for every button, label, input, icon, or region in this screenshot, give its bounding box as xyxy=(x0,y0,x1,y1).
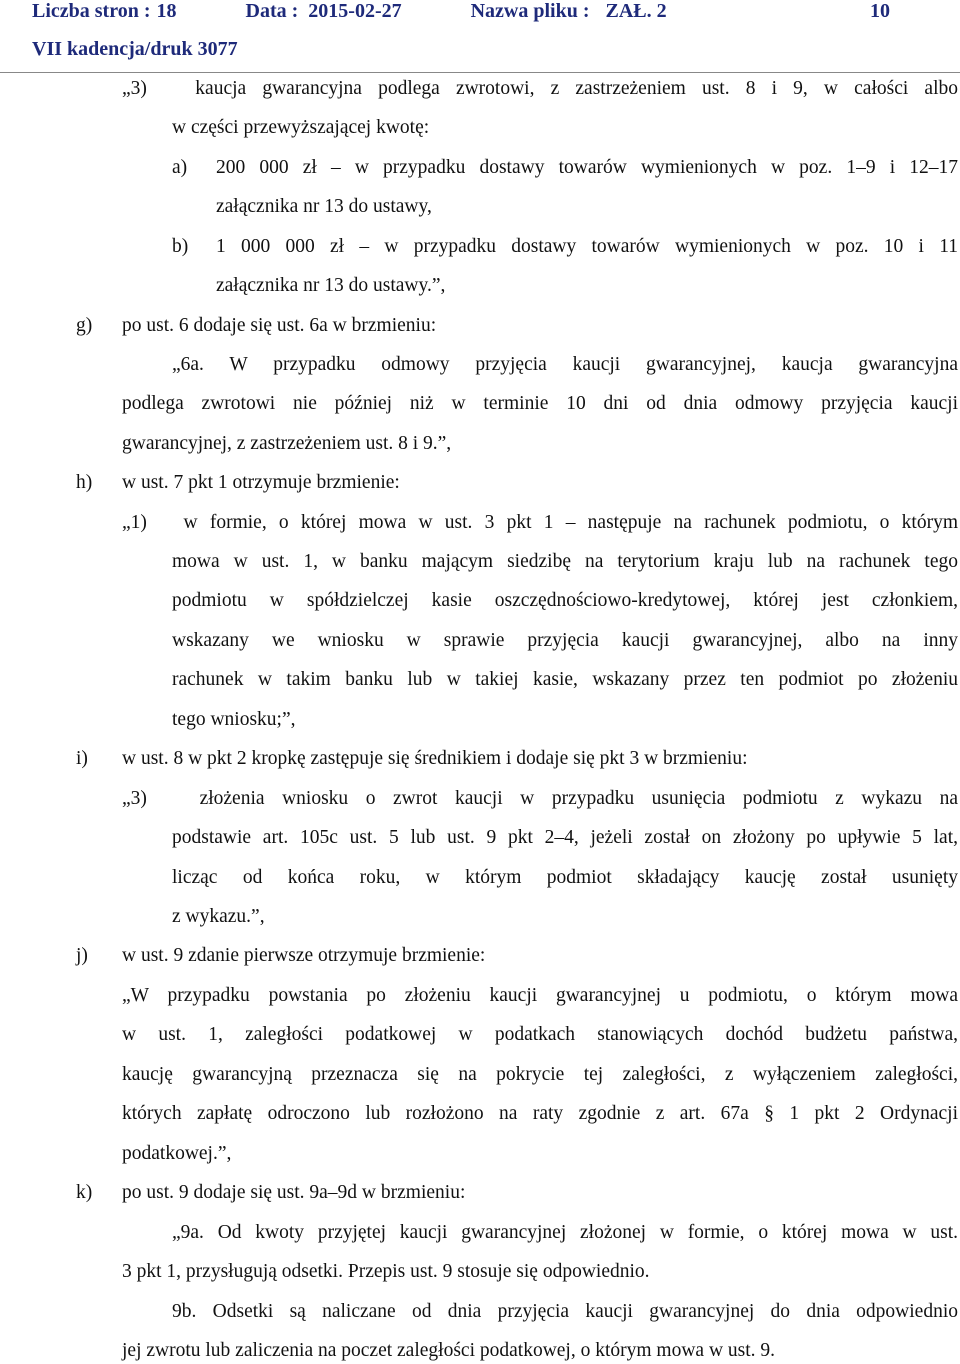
text-line: po ust. 9 dodaje się ust. 9a–9d w brzmieniu: xyxy=(122,1182,466,1203)
text-line: podstawie art. 105c ust. 5 lub ust. 9 pkt 2–4, jeżeli został on złożony po upływie 5 lat, xyxy=(172,827,958,848)
text-line: podmiotu w spółdzielczej kasie oszczędnościowo-kredytowej, której jest członkiem, xyxy=(172,590,958,611)
text-line: w ust. 9 zdanie pierwsze otrzymuje brzmienie: xyxy=(122,945,486,966)
list-label: b) xyxy=(172,236,189,257)
text-line: „6a. W przypadku odmowy przyjęcia kaucji gwarancyjnej, kaucja gwarancyjna xyxy=(172,354,958,375)
file-value: ZAŁ. 2 xyxy=(605,0,667,22)
text-line: w części przewyższającej kwotę: xyxy=(172,117,430,138)
date-value: 2015-02-27 xyxy=(308,0,402,22)
text-line: po ust. 6 dodaje się ust. 6a w brzmieniu: xyxy=(122,315,437,336)
text-line: mowa w ust. 1, w banku mającym siedzibę na terytorium kraju lub na rachunek tego xyxy=(172,551,958,572)
text-line: kaucję gwarancyjną przeznacza się na pokrycie tej zaległości, z wyłączeniem zaległości, xyxy=(122,1064,958,1085)
file-label: Nazwa pliku : xyxy=(470,0,590,22)
pages-value: 18 xyxy=(156,0,177,22)
text-line: „9a. Od kwoty przyjętej kaucji gwarancyjnej złożonej w formie, o której mowa w ust. xyxy=(172,1222,958,1243)
text-line: rachunek w takim banku lub w takiej kasie, wskazany przez ten podmiot po złożeniu xyxy=(172,669,958,690)
file-info xyxy=(471,0,699,22)
text-line: gwarancyjnej, z zastrzeżeniem ust. 8 i 9.”, xyxy=(122,433,452,454)
text-line: w ust. 8 w pkt 2 kropkę zastępuje się średnikiem i dodaje się pkt 3 w brzmieniu: xyxy=(122,748,748,769)
list-label: i) xyxy=(76,748,88,769)
text-line: 1 000 000 zł – w przypadku dostawy towarów wymienionych w poz. 10 i 11 xyxy=(216,236,958,257)
list-label: g) xyxy=(76,315,93,336)
text-line: załącznika nr 13 do ustawy, xyxy=(216,196,432,217)
text-line: „1) w formie, o której mowa w ust. 3 pkt 1 – następuje na rachunek podmiotu, o którym xyxy=(122,512,958,533)
list-label: j) xyxy=(76,945,88,966)
text-line: 200 000 zł – w przypadku dostawy towarów wymienionych w poz. 1–9 i 12–17 xyxy=(216,157,958,178)
text-line: „3) kaucja gwarancyjna podlega zwrotowi, z zastrzeżeniem ust. 8 i 9, w całości albo xyxy=(122,78,958,99)
text-line: 9b. Odsetki są naliczane od dnia przyjęcia kaucji gwarancyjnej do dnia odpowiednio xyxy=(172,1301,958,1322)
text-line: licząc od końca roku, w którym podmiot składający kaucję został usunięty xyxy=(172,867,958,888)
text-line: „3) złożenia wniosku o zwrot kaucji w przypadku usunięcia podmiotu z wykazu na xyxy=(122,788,958,809)
text-line: których zapłatę odroczono lub rozłożono na raty zgodnie z art. 67a § 1 pkt 2 Ordynacji xyxy=(122,1103,958,1124)
pages-info xyxy=(32,0,209,22)
header-meta xyxy=(32,0,731,26)
page-number: 10 xyxy=(870,0,890,22)
text-line: wskazany we wniosku w sprawie przyjęcia kaucji gwarancyjnej, albo na inny xyxy=(172,630,958,651)
text-line: tego wniosku;”, xyxy=(172,709,296,730)
text-line: podatkowej.”, xyxy=(122,1143,232,1164)
list-label: h) xyxy=(76,472,93,493)
kadencja-info: VII kadencja/druk 3077 xyxy=(32,38,238,60)
text-line: w ust. 1, zaległości podatkowej w podatkach stanowiących dochód budżetu państwa, xyxy=(122,1024,958,1045)
text-line: z wykazu.”, xyxy=(172,906,265,927)
text-line: „W przypadku powstania po złożeniu kaucji gwarancyjnej u podmiotu, o którym mowa xyxy=(122,985,958,1006)
pages-label: Liczba stron : xyxy=(32,0,151,22)
text-line: jej zwrotu lub zaliczenia na poczet zaległości podatkowej, o którym mowa w ust. 9. xyxy=(122,1340,776,1361)
list-label: k) xyxy=(76,1182,93,1203)
text-line: podlega zwrotowi nie później niż w terminie 10 dni od dnia odmowy przyjęcia kaucji xyxy=(122,393,958,414)
text-line: 3 pkt 1, przysługują odsetki. Przepis ust. 9 stosuje się odpowiednio. xyxy=(122,1261,650,1282)
page-header xyxy=(0,0,960,73)
date-info xyxy=(246,0,434,22)
text-line: załącznika nr 13 do ustawy.”, xyxy=(216,275,446,296)
list-label: a) xyxy=(172,157,188,178)
text-line: w ust. 7 pkt 1 otrzymuje brzmienie: xyxy=(122,472,400,493)
date-label: Data : xyxy=(245,0,299,22)
